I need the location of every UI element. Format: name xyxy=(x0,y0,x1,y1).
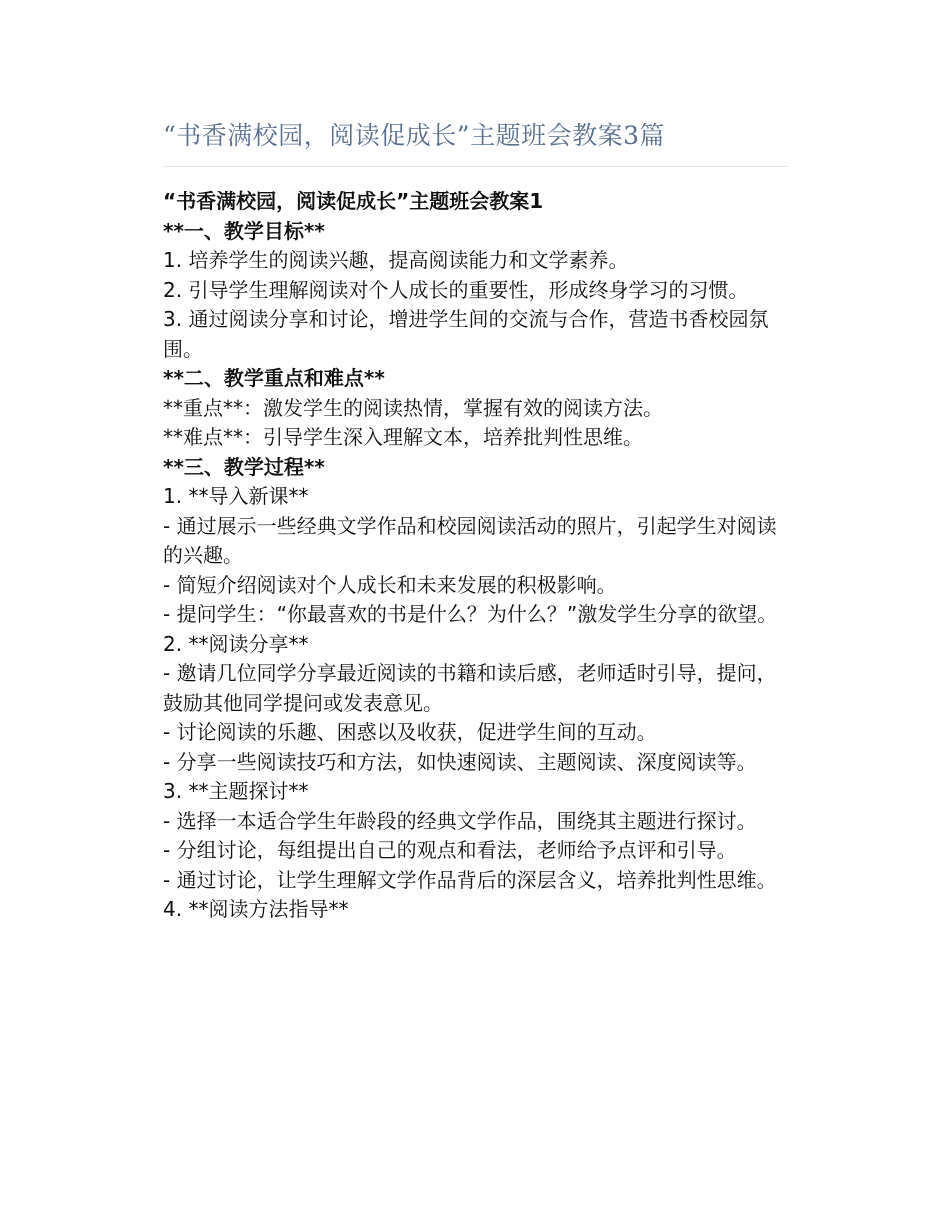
document-page xyxy=(163,112,788,925)
section-heading: “书香满校园，阅读促成长”主题班会教案1 xyxy=(163,189,544,213)
paragraph-line: - 选择一本适合学生年龄段的经典文学作品，围绕其主题进行探讨。 xyxy=(163,808,757,833)
paragraph-line: - 提问学生：“你最喜欢的书是什么？为什么？”激发学生分享的欲望。 xyxy=(163,602,778,626)
section-heading: **一、教学目标** xyxy=(163,218,325,243)
paragraph-line: - 分享一些阅读技巧和方法，如快速阅读、主题阅读、深度阅读等。 xyxy=(163,749,757,774)
document-title: “书香满校园，阅读促成长”主题班会教案3篇 xyxy=(163,112,788,167)
paragraph-line: **重点**：激发学生的阅读热情，掌握有效的阅读方法。 xyxy=(163,395,663,420)
paragraph-line: - 通过展示一些经典文学作品和校园阅读活动的照片，引起学生对阅读的兴趣。 xyxy=(163,513,777,567)
paragraph-line: 2. **阅读分享** xyxy=(163,631,309,656)
paragraph-line: 2. 引导学生理解阅读对个人成长的重要性，形成终身学习的习惯。 xyxy=(163,277,749,302)
paragraph-line: 1. 培养学生的阅读兴趣，提高阅读能力和文学素养。 xyxy=(163,248,629,272)
paragraph-line: - 简短介绍阅读对个人成长和未来发展的积极影响。 xyxy=(163,572,617,597)
paragraph-line: - 分组讨论，每组提出自己的观点和看法，老师给予点评和引导。 xyxy=(163,838,737,862)
paragraph-line: - 讨论阅读的乐趣、困惑以及收获，促进学生间的互动。 xyxy=(163,720,657,744)
paragraph-line: **难点**：引导学生深入理解文本，培养批判性思维。 xyxy=(163,425,643,449)
section-heading: **二、教学重点和难点** xyxy=(163,366,385,390)
section-heading: **三、教学过程** xyxy=(163,454,325,479)
paragraph-line: 1. **导入新课** xyxy=(163,484,309,508)
paragraph-line: 4. **阅读方法指导** xyxy=(163,897,349,921)
paragraph-line: 3. **主题探讨** xyxy=(163,779,309,803)
document-body xyxy=(163,187,788,925)
paragraph-line: - 通过讨论，让学生理解文学作品背后的深层含义，培养批判性思维。 xyxy=(163,867,777,892)
paragraph-line: - 邀请几位同学分享最近阅读的书籍和读后感，老师适时引导，提问，鼓励其他同学提问或发表意见。 xyxy=(163,661,777,715)
paragraph-line: 3. 通过阅读分享和讨论，增进学生间的交流与合作，营造书香校园氛围。 xyxy=(163,307,769,361)
